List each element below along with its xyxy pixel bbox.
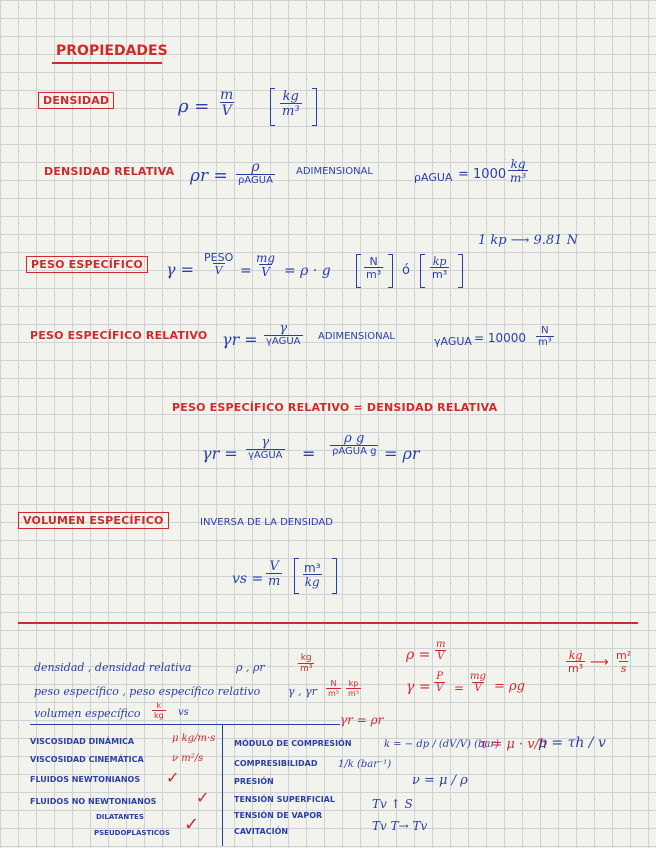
densidad-agua-unit-num: kg bbox=[510, 157, 526, 171]
densidad-relativa-num: ρ bbox=[251, 159, 260, 175]
summary-eq-gamma-fraction-1 bbox=[434, 672, 445, 694]
peso-especifico-u2-den: m³ bbox=[432, 268, 448, 281]
peso-especifico-relativo-num: γ bbox=[279, 321, 288, 336]
peso-especifico-eq1: = bbox=[240, 263, 252, 279]
densidad-relativa-note: ADIMENSIONAL bbox=[296, 166, 373, 177]
densidad-unit bbox=[280, 90, 302, 118]
summary-line-2-unit-1 bbox=[326, 680, 341, 698]
list-left-mark-1: ν m²/s bbox=[172, 753, 204, 764]
peso-especifico-f1-num: PESO bbox=[204, 251, 234, 264]
densidad-bracket-right bbox=[312, 88, 317, 126]
peso-especifico-relativo-note: ADIMENSIONAL bbox=[318, 331, 395, 342]
peso-especifico-conversion: 1 kp ⟶ 9.81 N bbox=[478, 233, 578, 248]
list-left-mark-2: ✓ bbox=[166, 768, 180, 787]
list-left-item-3: FLUIDOS NO NEWTONIANOS bbox=[30, 797, 157, 806]
peso-agua-unit-den: m³ bbox=[538, 337, 552, 348]
summary-conv-num: kg bbox=[568, 649, 583, 662]
list-left-item-4: DILATANTES bbox=[96, 813, 144, 821]
densidad-relativa-lhs: ρr = bbox=[190, 166, 228, 186]
formula-tau: τ = μ · v/h bbox=[480, 737, 548, 752]
equivalencia-lhs: γr = bbox=[202, 444, 238, 463]
peso-especifico-relativo-lhs: γr = bbox=[222, 330, 258, 349]
equivalencia-fraction-2 bbox=[330, 432, 378, 457]
equivalencia-text: PESO ESPECÍFICO RELATIVO = DENSIDAD RELATIVA bbox=[172, 401, 498, 414]
list-left-mark-0: μ kg/m·s bbox=[172, 733, 216, 744]
list-right-item-3: TENSIÓN SUPERFICIAL bbox=[234, 795, 335, 804]
volumen-especifico-lhs: vs = bbox=[232, 571, 264, 587]
peso-especifico-relativo-den: γAGUA bbox=[266, 336, 301, 347]
peso-especifico-bracket-2l bbox=[420, 254, 425, 288]
peso-agua-unit bbox=[536, 326, 554, 348]
peso-especifico-eq2: = ρ · g bbox=[284, 263, 331, 279]
peso-agua-eq: = 10000 bbox=[474, 331, 527, 345]
summary-eq-relation: γr = ρr bbox=[340, 713, 384, 727]
equivalencia-rhs: = ρr bbox=[384, 444, 420, 463]
summary-eq-rho: ρ = bbox=[406, 647, 431, 663]
summary-line-2: peso específico , peso específico relativo bbox=[34, 685, 261, 698]
summary-eq-gamma-mid: = bbox=[454, 681, 465, 695]
summary-eq-rho-num: m bbox=[436, 639, 446, 650]
volumen-especifico-note: INVERSA DE LA DENSIDAD bbox=[200, 517, 333, 528]
peso-especifico-or: ó bbox=[402, 263, 410, 278]
summary-line-1-unit bbox=[298, 654, 314, 674]
summary-line-1-symbols: ρ , ρr bbox=[236, 661, 265, 674]
summary-eq-rho-den: V bbox=[437, 651, 445, 662]
equivalencia-f2-den: ρAGUA g bbox=[332, 446, 377, 457]
list-right-item-1: COMPRESIBILIDAD bbox=[234, 759, 318, 768]
summary-eq-gamma-num: P bbox=[436, 671, 443, 682]
peso-especifico-f2-den: V bbox=[261, 265, 270, 279]
peso-especifico-bracket-1l bbox=[356, 254, 361, 288]
peso-especifico-unit-1 bbox=[364, 256, 383, 280]
summary-line-1: densidad , densidad relativa bbox=[34, 661, 192, 674]
equivalencia-f1-den: γAGUA bbox=[248, 450, 283, 461]
peso-agua-unit-num: N bbox=[541, 325, 549, 336]
volumen-especifico-unit-num: m³ bbox=[304, 561, 321, 575]
summary-eq-rho-fraction bbox=[434, 640, 447, 662]
list-left-mark-5: ✓ bbox=[184, 814, 200, 835]
summary-line-1-unit-num: kg bbox=[300, 653, 312, 663]
densidad-relativa-label: DENSIDAD RELATIVA bbox=[44, 165, 175, 178]
summary-underline bbox=[30, 724, 340, 725]
peso-especifico-unit-2 bbox=[430, 256, 449, 280]
densidad-agua-unit-den: m³ bbox=[510, 171, 527, 185]
formula-p: p = τh / v bbox=[538, 735, 606, 751]
volumen-especifico-fraction bbox=[266, 560, 282, 588]
summary-conv-rhs-num: m² bbox=[616, 649, 632, 662]
section-divider bbox=[18, 622, 638, 624]
summary-conv-rhs-den: s bbox=[620, 662, 627, 675]
densidad-agua-eq: = 1000 bbox=[458, 167, 507, 182]
summary-eq-gamma-den-2: V bbox=[474, 683, 482, 694]
densidad-lhs: ρ = bbox=[178, 96, 210, 117]
summary-eq-gamma: γ = bbox=[406, 679, 431, 695]
peso-especifico-relativo-label: PESO ESPECÍFICO RELATIVO bbox=[30, 329, 208, 342]
summary-line-2-u1-num: N bbox=[330, 679, 337, 688]
peso-especifico-bracket-1r bbox=[388, 254, 393, 288]
volumen-especifico-unit-den: kg bbox=[304, 575, 320, 589]
peso-especifico-fraction-1 bbox=[202, 252, 235, 276]
peso-especifico-f2-num: mg bbox=[256, 251, 276, 265]
equivalencia-f1-num: γ bbox=[261, 435, 270, 450]
summary-line-3-tail: vs bbox=[178, 707, 189, 718]
peso-especifico-bracket-2r bbox=[458, 254, 463, 288]
peso-especifico-fraction-2 bbox=[254, 252, 277, 278]
summary-eq-gamma-num-2: mg bbox=[470, 671, 486, 682]
formula-tv-2: Tv T→ Tv bbox=[372, 819, 428, 833]
summary-eq-gamma-fraction-2 bbox=[468, 672, 488, 694]
densidad-fraction bbox=[218, 88, 235, 118]
peso-especifico-label: PESO ESPECÍFICO bbox=[26, 256, 148, 273]
summary-conv-den: m³ bbox=[568, 662, 584, 675]
densidad-agua-lhs: ρAGUA bbox=[414, 171, 453, 184]
densidad-relativa-fraction bbox=[236, 160, 275, 186]
volumen-especifico-num: V bbox=[269, 559, 279, 574]
list-right-item-4: TENSIÓN DE VAPOR bbox=[234, 811, 323, 820]
peso-especifico-f1-den: V bbox=[214, 264, 223, 277]
summary-line-3-sym-den: kg bbox=[154, 711, 164, 720]
list-left-item-1: VISCOSIDAD CINEMÁTICA bbox=[30, 755, 144, 764]
densidad-label: DENSIDAD bbox=[38, 92, 114, 109]
page-title: PROPIEDADES bbox=[56, 43, 168, 59]
formula-k: k = − dp / (dV/V) (bar) bbox=[384, 739, 500, 750]
summary-column-divider bbox=[222, 724, 223, 846]
peso-agua-lhs: γAGUA bbox=[434, 335, 472, 348]
summary-line-2-unit-2 bbox=[346, 680, 361, 698]
list-left-item-0: VISCOSIDAD DINÁMICA bbox=[30, 737, 135, 746]
list-left-item-2: FLUIDOS NEWTONIANOS bbox=[30, 775, 141, 784]
summary-line-3: volumen específico bbox=[34, 707, 141, 720]
list-right-mark-1: 1/k (bar⁻¹) bbox=[338, 759, 392, 770]
summary-conv-lhs bbox=[566, 650, 585, 674]
peso-especifico-relativo-fraction bbox=[264, 322, 303, 347]
densidad-unit-num: kg bbox=[282, 89, 299, 104]
peso-especifico-lhs: γ = bbox=[166, 260, 195, 279]
densidad-bracket-left bbox=[270, 88, 275, 126]
summary-line-2-u1-den: m³ bbox=[328, 689, 339, 698]
list-right-item-5: CAVITACIÓN bbox=[234, 827, 289, 836]
list-left-item-5: PSEUDOPLÁSTICOS bbox=[94, 829, 170, 837]
volumen-especifico-bracket-left bbox=[294, 558, 299, 594]
peso-especifico-u1-num: N bbox=[369, 255, 378, 268]
volumen-especifico-unit bbox=[302, 562, 323, 588]
summary-conv-rhs bbox=[614, 650, 633, 674]
densidad-den: V bbox=[221, 103, 232, 119]
equivalencia-eq: = bbox=[302, 444, 316, 463]
densidad-unit-den: m³ bbox=[282, 104, 300, 119]
list-right-item-2: PRESIÓN bbox=[234, 777, 274, 786]
formula-nu: ν = μ / ρ bbox=[412, 773, 468, 788]
title-underline bbox=[52, 62, 162, 64]
summary-line-2-u2-den: m³ bbox=[348, 689, 359, 698]
list-right-item-0: MÓDULO DE COMPRESIÓN bbox=[234, 739, 352, 748]
peso-especifico-u2-num: kp bbox=[432, 255, 447, 268]
volumen-especifico-den: m bbox=[268, 574, 281, 589]
volumen-especifico-bracket-right bbox=[332, 558, 337, 594]
summary-eq-gamma-den: V bbox=[436, 683, 444, 694]
list-left-mark-3: ✓ bbox=[196, 788, 210, 807]
equivalencia-f2-num: ρ g bbox=[344, 431, 365, 446]
summary-line-2-u2-num: kp bbox=[348, 679, 359, 688]
summary-line-3-sym-num: k bbox=[156, 701, 162, 710]
summary-eq-gamma-tail: = ρg bbox=[494, 679, 525, 694]
summary-conv-arrow: ⟶ bbox=[590, 655, 609, 670]
formula-tv-1: Tv ↑ S bbox=[372, 797, 413, 811]
summary-line-3-symbol bbox=[152, 702, 166, 720]
summary-line-1-unit-den: m³ bbox=[300, 664, 313, 674]
densidad-relativa-den: ρAGUA bbox=[238, 175, 273, 186]
volumen-especifico-label: VOLUMEN ESPECÍFICO bbox=[18, 512, 169, 529]
summary-line-2-symbols: γ , γr bbox=[288, 685, 317, 698]
equivalencia-fraction-1 bbox=[246, 436, 285, 461]
peso-especifico-u1-den: m³ bbox=[366, 268, 382, 281]
densidad-agua-unit bbox=[508, 158, 528, 184]
densidad-num: m bbox=[220, 87, 234, 103]
